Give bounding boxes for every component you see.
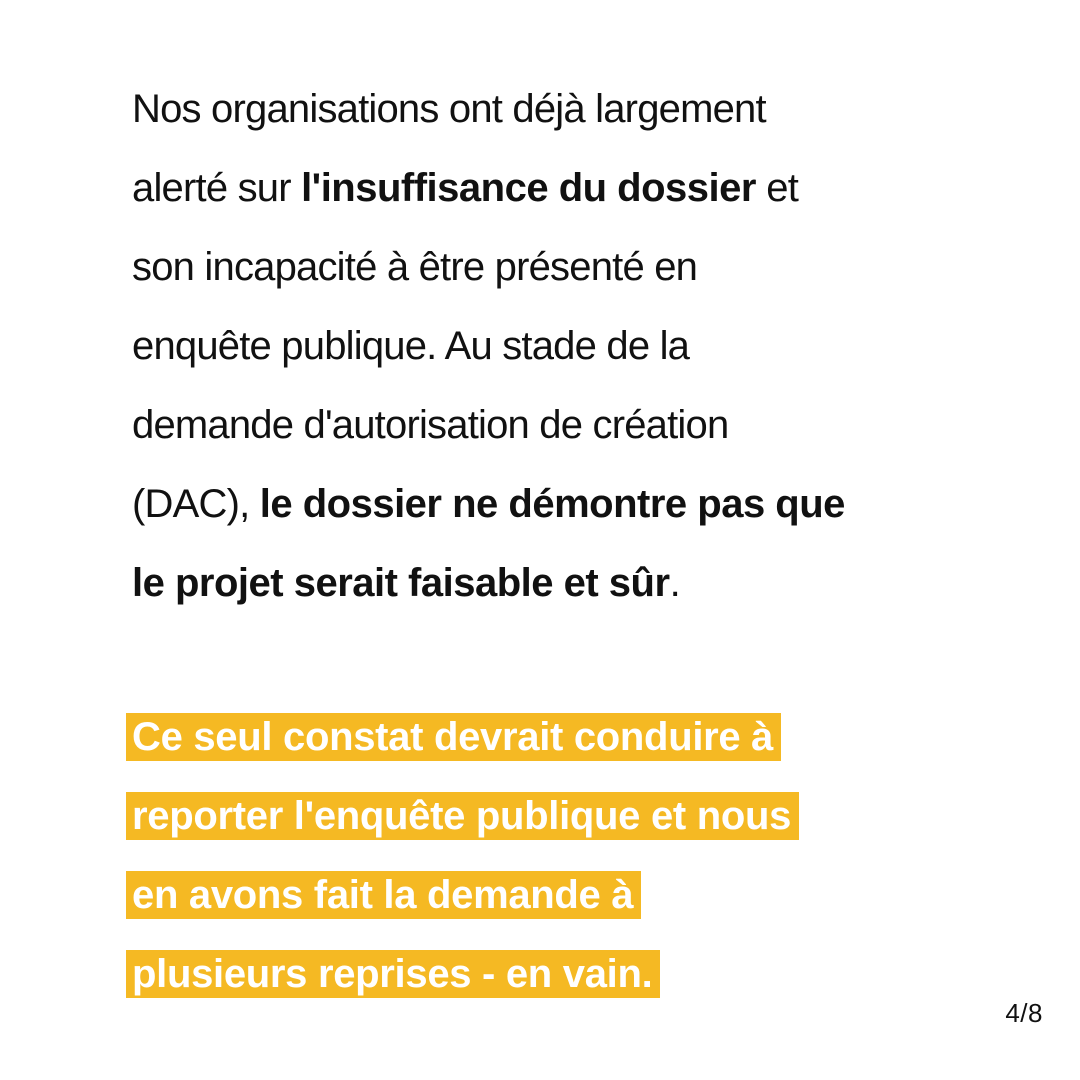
paragraph-line: [132, 70, 992, 149]
paragraph-text: son incapacité à être présenté en: [132, 245, 698, 289]
highlighted-statement: [126, 713, 986, 1029]
paragraph-line: [132, 386, 992, 465]
highlight-text: Ce seul constat devrait conduire à: [126, 713, 781, 761]
highlight-text: plusieurs reprises - en vain.: [126, 950, 660, 998]
paragraph-line: [132, 149, 992, 228]
paragraph-text: alerté sur: [132, 166, 302, 210]
paragraph-line: [132, 228, 992, 307]
highlight-text: en avons fait la demande à: [126, 871, 641, 919]
highlight-line: [126, 792, 986, 871]
paragraph-line: [132, 544, 992, 623]
highlight-line: [126, 871, 986, 950]
emphasis-text: l'insuffisance du dossier: [301, 166, 756, 210]
paragraph-text: Nos organisations ont déjà largement: [132, 87, 766, 131]
paragraph-line: [132, 307, 992, 386]
paragraph-line: [132, 465, 992, 544]
paragraph-text: et: [755, 166, 799, 210]
highlight-line: [126, 950, 986, 1029]
emphasis-text: le projet serait faisable et sûr: [132, 561, 670, 605]
body-paragraph: [132, 70, 992, 623]
paragraph-text: (DAC),: [132, 482, 260, 526]
paragraph-text: enquête publique. Au stade de la: [132, 324, 690, 368]
paragraph-text: .: [669, 561, 680, 605]
emphasis-text: le dossier ne démontre pas que: [259, 482, 845, 526]
highlight-line: [126, 713, 986, 792]
page-number: 4/8: [1005, 998, 1043, 1028]
paragraph-text: demande d'autorisation de création: [132, 403, 729, 447]
highlight-text: reporter l'enquête publique et nous: [126, 792, 799, 840]
